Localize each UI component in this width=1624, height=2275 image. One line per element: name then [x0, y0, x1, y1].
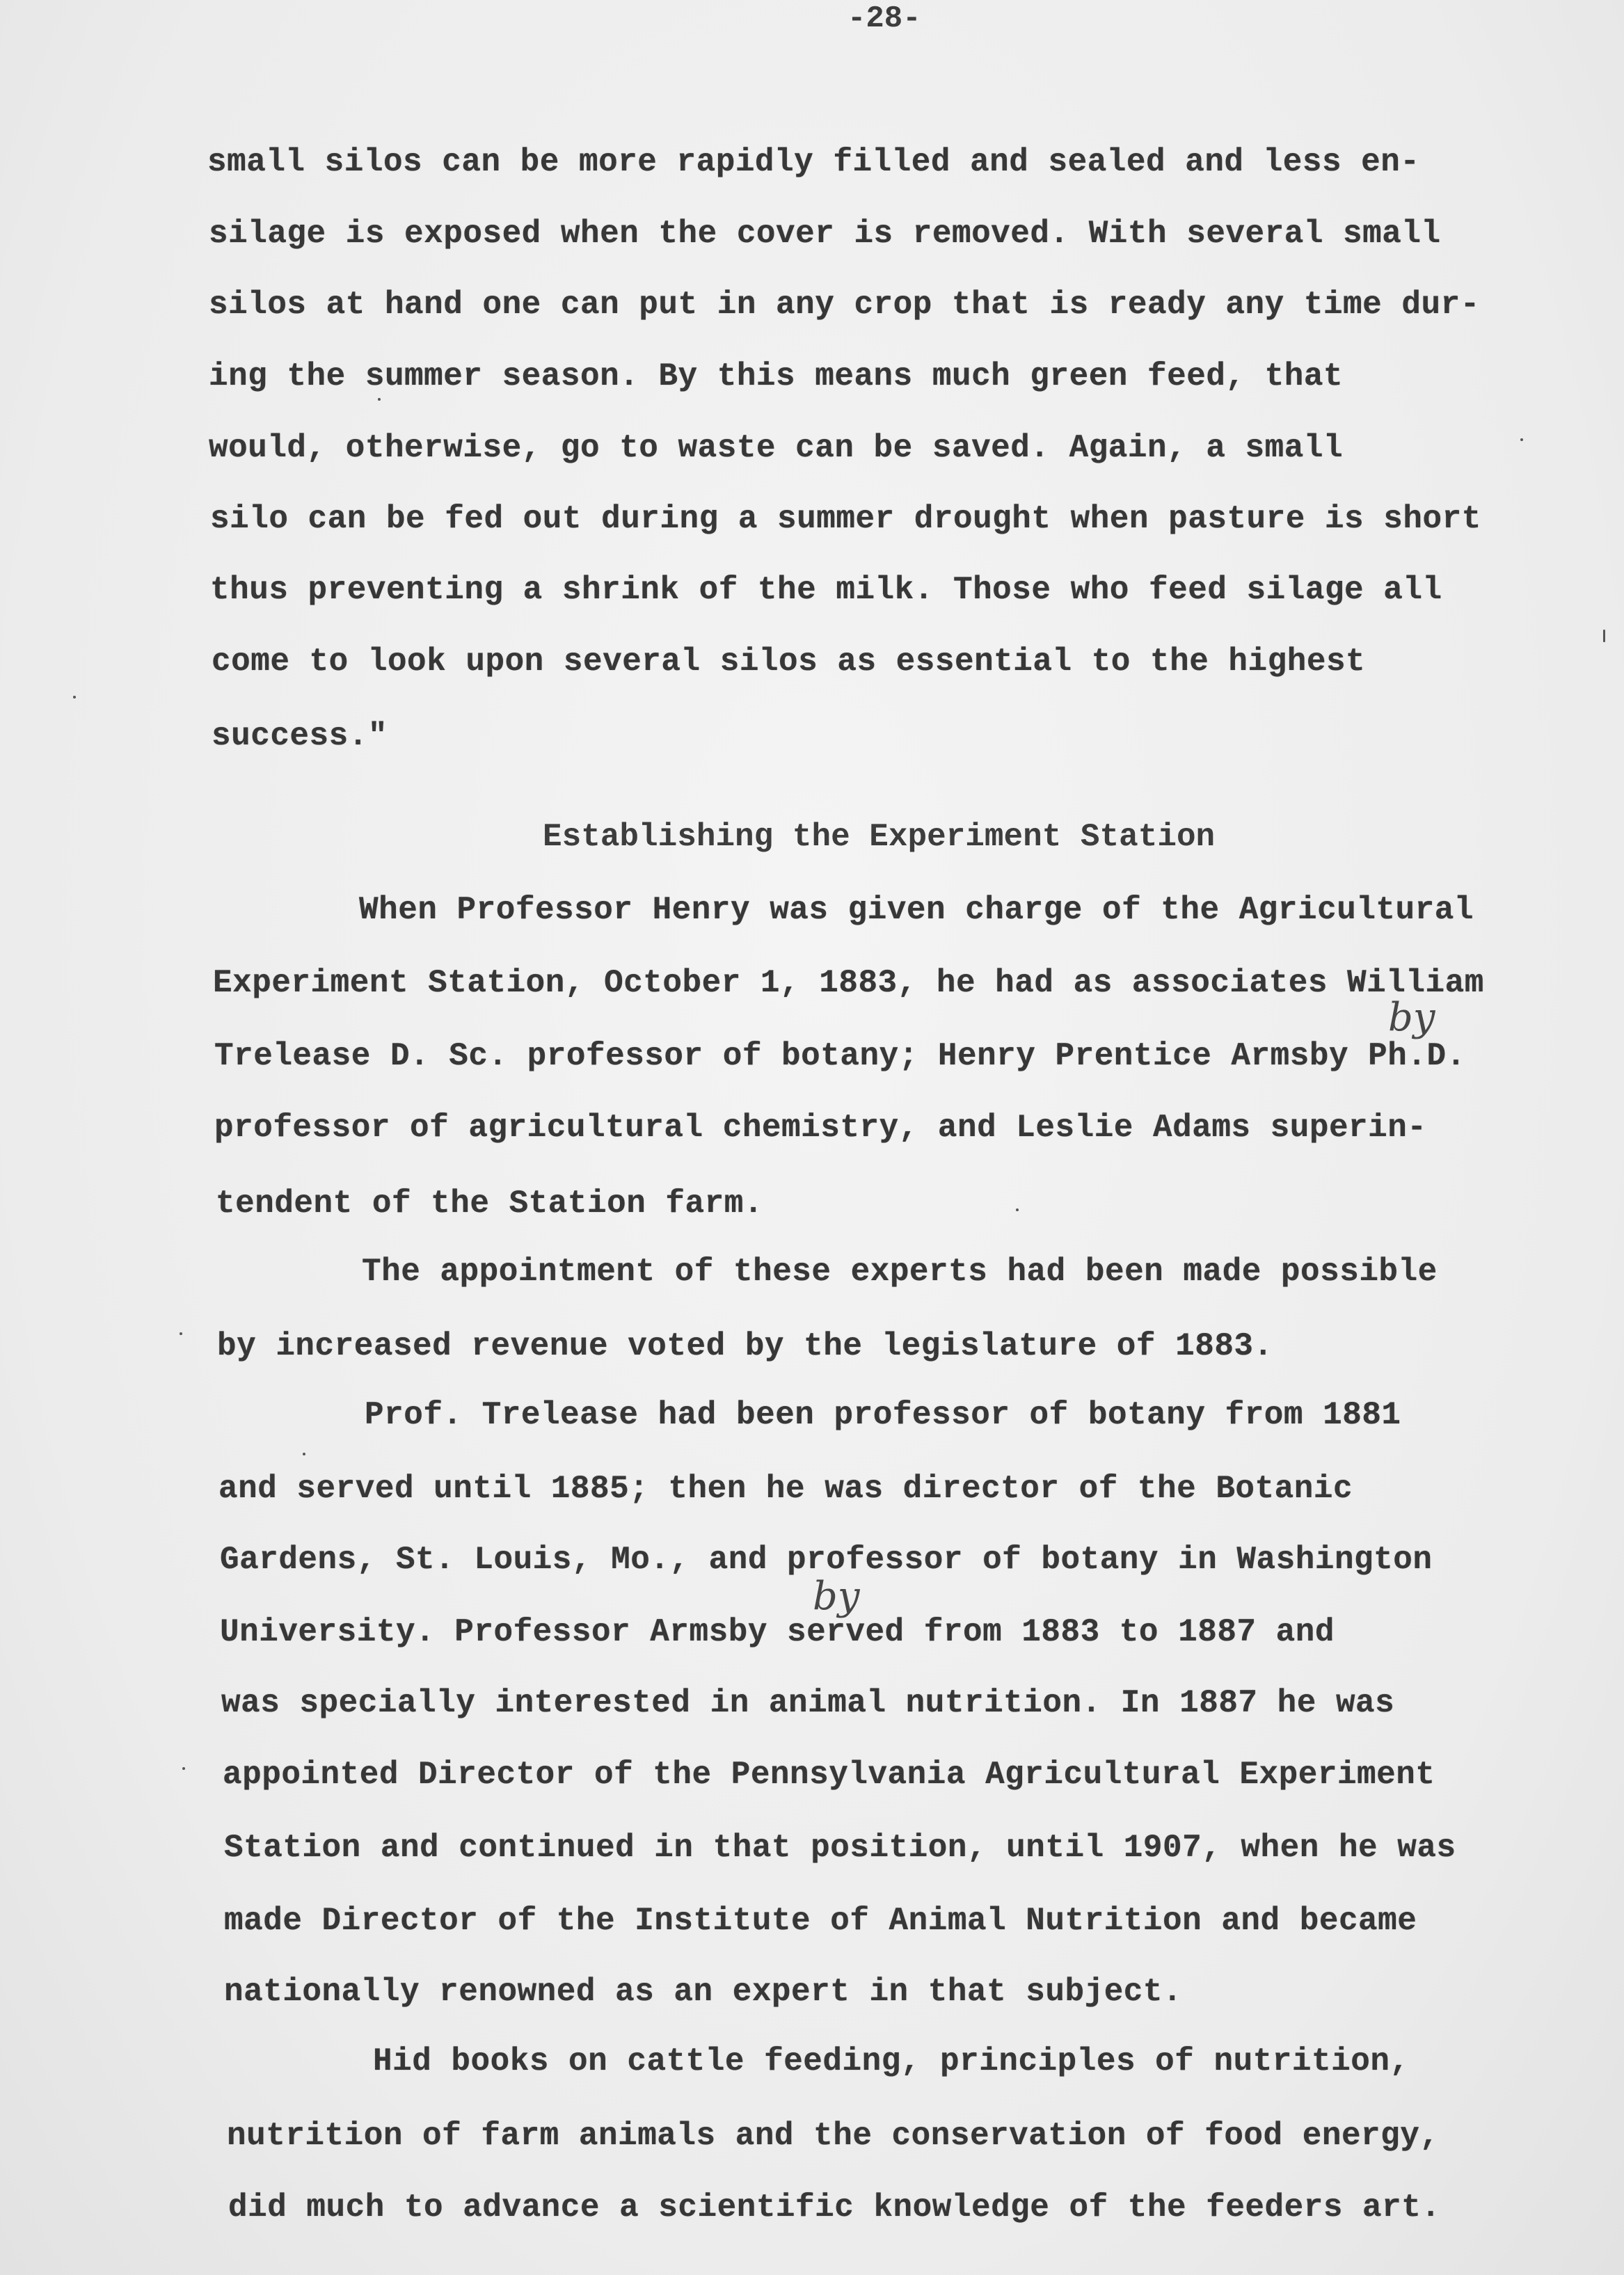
text-line: nationally renowned as an expert in that subject.	[224, 1974, 1183, 2010]
text-line: come to look upon several silos as essential to the highest	[212, 644, 1366, 680]
page-number: -28-	[847, 1, 921, 36]
text-line: Gardens, St. Louis, Mo., and professor of botany in Washington	[220, 1542, 1433, 1578]
text-line: and served until 1885; then he was director of the Botanic	[218, 1471, 1353, 1507]
text-line: nutrition of farm animals and the conservation of food energy,	[227, 2118, 1440, 2154]
text-line: appointed Director of the Pennsylvania Agricultural Experiment	[223, 1757, 1435, 1793]
text-line: tendent of the Station farm.	[216, 1186, 763, 1222]
text-line: The appointment of these experts had been made possible	[362, 1254, 1438, 1290]
text-line: did much to advance a scientific knowledge of the feeders art.	[228, 2189, 1441, 2226]
text-line: small silos can be more rapidly filled and sealed and less en-	[207, 144, 1420, 180]
text-line: silage is exposed when the cover is removed. With several small	[209, 216, 1441, 252]
scan-speck	[1603, 630, 1605, 642]
text-line: University. Professor Armsby served from 1883 to 1887 and	[220, 1614, 1335, 1650]
text-line: silo can be fed out during a summer drought when pasture is short	[210, 501, 1481, 537]
scan-speck	[378, 398, 381, 401]
text-line: made Director of the Institute of Animal Nutrition and became	[224, 1903, 1417, 1939]
text-line: professor of agricultural chemistry, and Leslie Adams superin-	[214, 1110, 1427, 1146]
scan-speck	[73, 696, 76, 699]
text-line: would, otherwise, go to waste can be saved. Again, a small	[209, 430, 1344, 466]
scan-speck	[182, 1767, 185, 1770]
scan-speck	[303, 1453, 305, 1455]
text-line: by increased revenue voted by the legislature of 1883.	[217, 1328, 1273, 1364]
text-line: Trelease D. Sc. professor of botany; Henry Prentice Armsby Ph.D.	[214, 1038, 1466, 1074]
section-heading: Establishing the Experiment Station	[543, 819, 1216, 855]
text-line: ing the summer season. By this means much green feed, that	[209, 358, 1344, 394]
text-line: Prof. Trelease had been professor of botany from 1881	[365, 1397, 1401, 1433]
text-line: Station and continued in that position, until 1907, when he was	[224, 1830, 1456, 1866]
text-line: was specially interested in animal nutrition. In 1887 he was	[221, 1685, 1395, 1721]
scan-speck	[180, 1332, 182, 1335]
handwritten-correction: by	[813, 1574, 860, 1619]
text-line: thus preventing a shrink of the milk. Those who feed silage all	[210, 572, 1442, 608]
scan-speck	[1016, 1208, 1019, 1211]
scan-speck	[1520, 438, 1523, 441]
text-line: Experiment Station, October 1, 1883, he had as associates William	[213, 965, 1484, 1001]
text-line: Hid books on cattle feeding, principles of nutrition,	[373, 2043, 1410, 2080]
handwritten-correction: by	[1388, 995, 1435, 1040]
text-line: silos at hand one can put in any crop that is ready any time dur-	[209, 287, 1480, 323]
text-line: When Professor Henry was given charge of the Agricultural	[359, 892, 1474, 928]
text-line: success."	[212, 718, 388, 754]
